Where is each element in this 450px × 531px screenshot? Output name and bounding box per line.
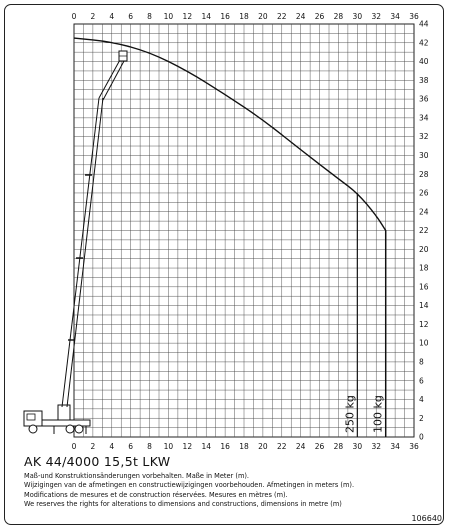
rear-wheel [75,425,83,433]
y-tick-label: 28 [419,169,429,179]
disclaimer-nl: Wijzigingen van de afmetingen en constructiewijzigingen voorbehouden. Afmetingen in meters (m). [24,481,355,490]
y-tick-label: 22 [419,226,429,236]
x-tick-label-top: 14 [201,12,211,21]
y-tick-label: 4 [419,395,424,405]
disclaimer-en: We reserves the rights for alterations to dimensions and constructions, dimensions in metre (m) [24,500,342,509]
x-tick-label-top: 18 [239,12,249,21]
x-tick-label-bottom: 30 [352,442,363,450]
working-envelope [74,38,386,437]
footer [24,454,440,510]
top-axis [72,12,419,21]
y-tick-label: 20 [419,244,429,254]
rear-wheel [66,425,74,433]
x-tick-label-top: 32 [371,12,381,21]
y-tick-label: 40 [419,57,429,67]
y-tick-label: 12 [419,319,429,329]
boom-section [62,98,99,407]
x-tick-label-top: 2 [90,12,96,21]
x-tick-label-top: 12 [182,12,193,21]
right-axis [419,20,429,442]
x-tick-label-bottom: 18 [239,442,249,450]
x-tick-label-bottom: 20 [258,442,268,450]
x-tick-label-bottom: 12 [182,442,193,450]
x-tick-label-bottom: 4 [109,442,115,450]
front-wheel [29,425,37,433]
x-tick-label-bottom: 32 [371,442,381,450]
x-tick-label-top: 4 [109,12,115,21]
y-tick-label: 34 [419,113,429,123]
x-tick-label-bottom: 8 [147,442,152,450]
x-tick-label-bottom: 0 [71,442,77,450]
drawing-number: 106640 [411,514,442,523]
x-tick-label-top: 8 [147,12,152,21]
x-tick-label-top: 26 [314,12,325,21]
disclaimer-fr: Modifications de mesures et de construction réservées. Mesures en mètres (m). [24,490,288,499]
y-tick-label: 0 [419,432,424,442]
y-tick-label: 32 [419,132,429,142]
y-tick-label: 30 [419,151,429,161]
y-tick-label: 8 [419,357,424,367]
x-tick-label-bottom: 10 [163,442,174,450]
x-tick-label-top: 34 [390,12,400,21]
x-tick-label-bottom: 24 [295,442,306,450]
y-tick-label: 10 [419,338,429,348]
x-tick-label-bottom: 2 [90,442,96,450]
load-limit-label: 250 kg [343,395,357,433]
x-tick-label-top: 30 [352,12,363,21]
x-tick-label-top: 6 [128,12,134,21]
boom-section [67,98,103,407]
x-tick-label-bottom: 26 [314,442,325,450]
load-limit-labels [343,395,384,433]
x-tick-label-top: 24 [295,12,306,21]
y-tick-label: 2 [419,413,424,423]
load-limit-label: 100 kg [371,395,385,433]
x-tick-label-top: 22 [277,12,287,21]
y-tick-label: 24 [419,207,429,217]
x-tick-label-top: 28 [333,12,344,21]
disclaimer-de: Maß-und Konstruktionsänderungen vorbehalten. Maße in Meter (m). [24,472,250,480]
y-tick-label: 6 [419,376,424,386]
y-tick-label: 18 [419,263,429,273]
y-tick-label: 36 [419,94,429,104]
x-tick-label-bottom: 16 [220,442,230,450]
y-tick-label: 42 [419,38,429,48]
turret [58,405,70,420]
x-tick-label-top: 16 [220,12,230,21]
x-tick-label-bottom: 36 [409,442,419,450]
x-tick-label-bottom: 22 [277,442,287,450]
x-tick-label-top: 0 [71,12,77,21]
x-tick-label-top: 36 [409,12,419,21]
y-tick-label: 16 [419,282,429,292]
model-title: AK 44/4000 15,5t LKW [24,454,171,469]
y-tick-label: 44 [419,19,429,29]
y-tick-label: 26 [419,188,429,198]
grid [74,24,414,437]
x-tick-label-bottom: 6 [128,442,134,450]
y-tick-label: 14 [419,301,429,311]
x-tick-label-top: 10 [163,12,174,21]
x-tick-label-bottom: 28 [333,442,344,450]
x-tick-label-bottom: 34 [390,442,400,450]
x-tick-label-bottom: 14 [201,442,211,450]
bottom-axis [72,442,419,450]
x-tick-label-top: 20 [258,12,268,21]
y-tick-label: 38 [419,75,429,85]
truck-chassis [42,420,90,426]
envelope-curve [74,38,386,437]
